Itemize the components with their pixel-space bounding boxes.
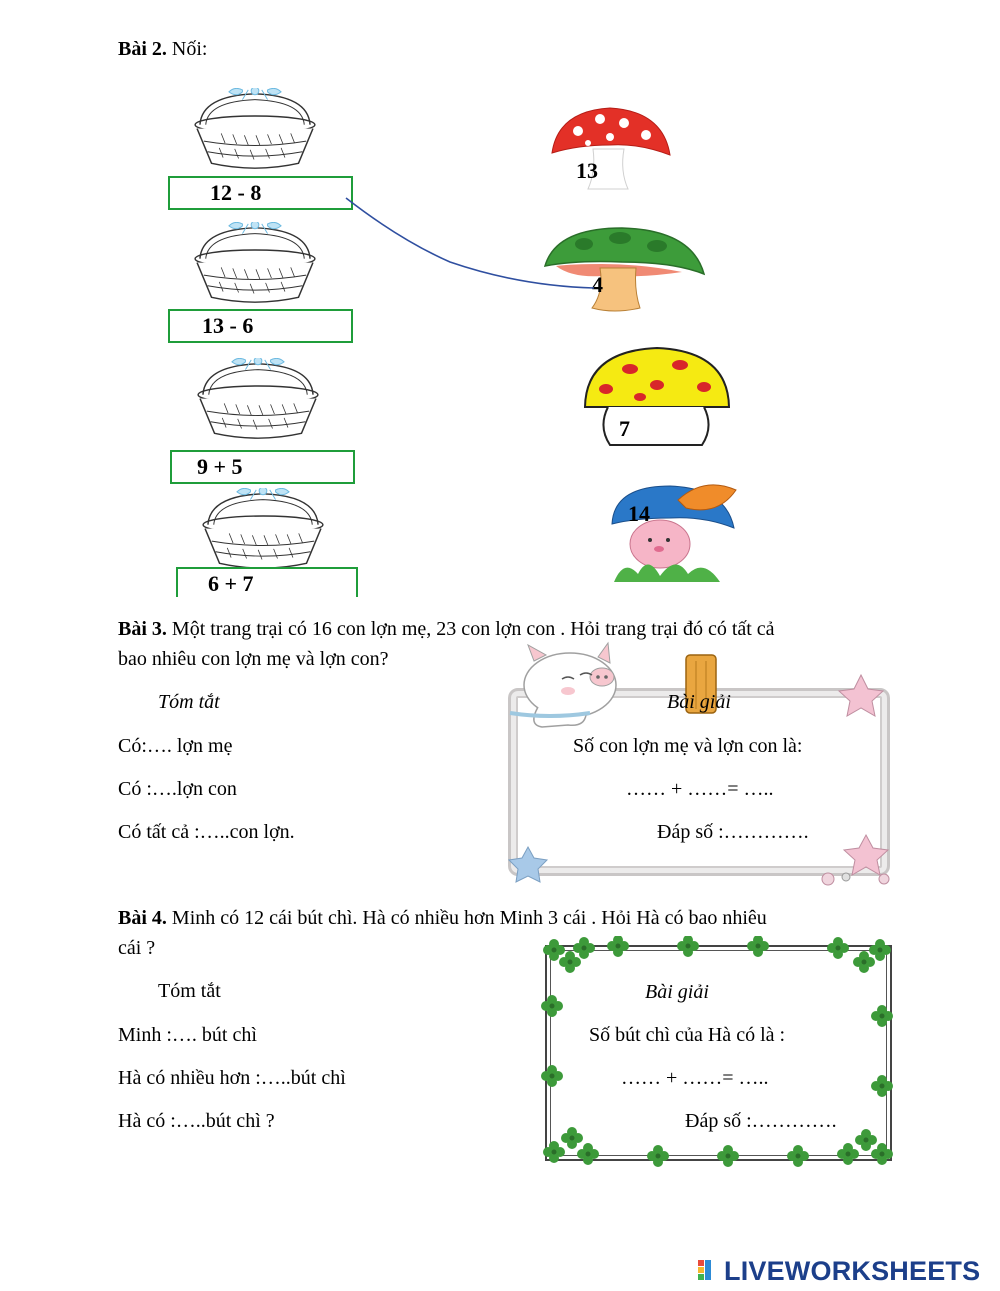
bai2-label: Bài 2. (118, 38, 167, 60)
mushroom-number-3[interactable]: 7 (619, 416, 630, 441)
bai3-summary-line-3[interactable]: Có tất cả :…..con lợn. (118, 821, 295, 843)
bai2-instruction: Nối: (171, 38, 208, 60)
bai4-problem-line1 (118, 907, 767, 930)
bai4-summary-title: Tóm tắt (158, 980, 221, 1002)
mushroom-number-1[interactable]: 13 (576, 158, 598, 183)
bai3-label: Bài 3. (118, 618, 167, 640)
bai3-frame-decorations (498, 635, 908, 890)
expression-box-1[interactable]: 12 - 8 (168, 176, 353, 210)
bai3-solution-title: Bài giải (667, 691, 731, 713)
expression-box-4[interactable]: 6 + 7 (176, 567, 358, 597)
basket-3-image (193, 358, 323, 443)
bai3-summary-line-2[interactable]: Có :….lợn con (118, 778, 237, 800)
bai3-solution-equation[interactable]: …… + ……= ….. (626, 778, 774, 800)
match-line (0, 0, 1000, 320)
bai4-problem-line2: cái ? (118, 937, 156, 959)
bai4-frame-clovers (538, 936, 896, 1168)
bai4-label: Bài 4. (118, 907, 167, 929)
expression-box-2[interactable]: 13 - 6 (168, 309, 353, 343)
expression-box-3[interactable]: 9 + 5 (170, 450, 355, 484)
bai3-solution-sentence: Số con lợn mẹ và lợn con là: (573, 735, 803, 757)
liveworksheets-logo-icon (698, 1258, 722, 1282)
bai3-summary-title: Tóm tắt (158, 691, 220, 713)
bai4-solution-equation[interactable]: …… + ……= ….. (621, 1067, 769, 1089)
bai3-summary-line-1[interactable]: Có:…. lợn mẹ (118, 735, 233, 757)
mushroom-number-4[interactable]: 14 (628, 501, 650, 526)
bai3-problem-text: Một trang trại có 16 con lợn mẹ, 23 con lợn con . Hỏi trang trại đó có tất cả (171, 618, 775, 640)
mushroom-blue-image (608, 482, 740, 582)
bai4-summary-line-1[interactable]: Minh :…. bút chì (118, 1024, 257, 1046)
bai4-problem-text: Minh có 12 cái bút chì. Hà có nhiều hơn Minh 3 cái . Hỏi Hà có bao nhiêu (171, 907, 767, 929)
bai4-solution-title: Bài giải (645, 981, 709, 1003)
mushroom-number-2[interactable]: 4 (592, 272, 603, 297)
bai4-answer[interactable]: Đáp số :…………. (685, 1110, 837, 1132)
liveworksheets-logo[interactable]: LIVEWORKSHEETS (724, 1256, 981, 1286)
bai3-problem-line2: bao nhiêu con lợn mẹ và lợn con? (118, 648, 389, 670)
basket-4-image (198, 488, 328, 573)
bai4-solution-sentence: Số bút chì của Hà có là : (589, 1024, 786, 1046)
bai3-answer[interactable]: Đáp số :…………. (657, 821, 809, 843)
bai4-summary-line-2[interactable]: Hà có nhiều hơn :…..bút chì (118, 1067, 346, 1089)
mushroom-yellow-image (582, 345, 732, 450)
bai4-summary-line-3[interactable]: Hà có :…..bút chì ? (118, 1110, 275, 1132)
